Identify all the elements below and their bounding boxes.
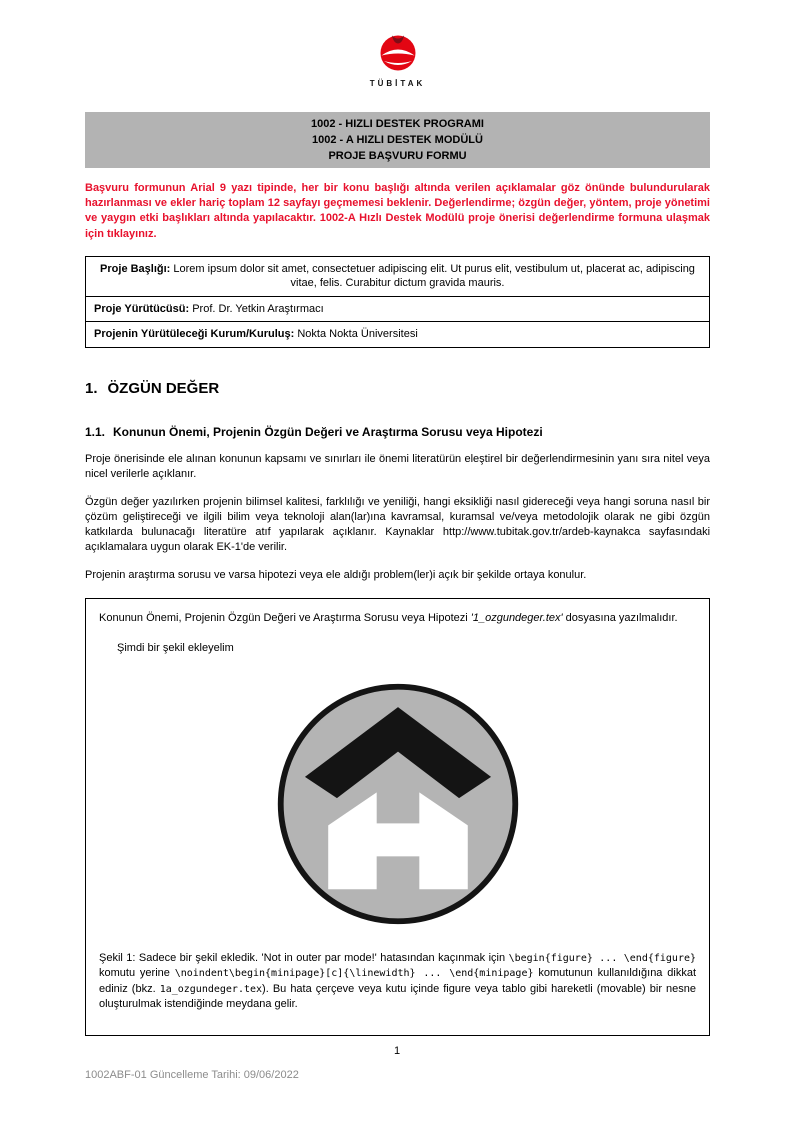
- tubitak-wordmark: TÜBİTAK: [369, 79, 426, 88]
- project-info-table: [85, 256, 710, 348]
- table-row: [86, 256, 710, 296]
- footer-version-note: 1002ABF-01 Güncelleme Tarihi: 09/06/2022: [85, 1069, 299, 1081]
- house-h-logo-icon: [272, 921, 524, 933]
- project-title-value: Lorem ipsum dolor sit amet, consectetuer adipiscing elit. Ut purus elit, vestibulum ut, placerat ac, adipiscing vitae, felis. Curabitur dictum gravida mauris.: [173, 262, 695, 290]
- figure-intro-line: Şimdi bir şekil ekleyelim: [117, 641, 234, 654]
- paragraph-scope: Proje önerisinde ele alınan konunun kapsamı ve sınırları ile önemi literatürün eleştirel bir değerlendirmesinin yanı sıra nitel veya nicel verilerle açıklanır.: [85, 452, 710, 480]
- caption-seg2: komutu yerine: [99, 967, 175, 980]
- ozgundeger-answer-box: [85, 598, 710, 1036]
- caption-filename: 1a_ozgundeger.tex: [159, 983, 263, 995]
- table-row: [86, 296, 710, 322]
- box-instruction-pre: Konunun Önemi, Projenin Özgün Değeri ve Araştırma Sorusu veya Hipotezi: [99, 611, 471, 624]
- project-leader-label: Proje Yürütücüsü:: [94, 302, 190, 315]
- section-number: 1.: [85, 379, 98, 397]
- kaynakca-url-link[interactable]: http://www.tubitak.gov.tr/ardeb-kaynakca: [442, 525, 641, 538]
- paragraph-originality-pre: Özgün değer yazılırken projenin bilimsel kalitesi, farklılığı ve yeniliği, hangi eksikliği nasıl gidereceği veya hangi soruna nasıl bir çözüm geliştireceği ve ilgili bilim veya teknoloji alan(lar)ına kavramsal, kuramsal ve/veya metodolojik olarak ne gibi özgün katkılarda bulunacağı literatüre atıf yapılarak açıklanır. Kaynaklar: [85, 495, 710, 538]
- institution-label: Projenin Yürütüleceği Kurum/Kuruluş:: [94, 328, 295, 341]
- form-header-line2: 1002 - A HIZLI DESTEK MODÜLÜ: [312, 134, 483, 146]
- caption-seg3: komutunun kullanıldığına dikkat ediniz (bkz.: [99, 967, 696, 995]
- section-title-ozgun-deger: [85, 380, 710, 397]
- subsection-number: 1.1.: [85, 424, 106, 439]
- subsection-title-text: Konunun Önemi, Projenin Özgün Değeri ve Araştırma Sorusu veya Hipotezi: [113, 424, 543, 439]
- caption-seg1: Şekil 1: Sadece bir şekil ekledik. 'Not in outer par mode!' hatasından kaçınmak için: [99, 951, 509, 964]
- tubitak-emblem-icon: [376, 59, 420, 76]
- box-instruction-filename: '1_ozgundeger.tex': [470, 611, 563, 624]
- paragraph-originality: [85, 495, 710, 555]
- box-instruction-post: dosyasına yazılmalıdır.: [562, 611, 678, 624]
- paragraph-research-question: Projenin araştırma sorusu ve varsa hipotezi veya ele aldığı problem(ler)i açık bir şekilde ortaya konulur.: [85, 568, 587, 581]
- section-title-text: ÖZGÜN DEĞER: [107, 379, 220, 397]
- evaluation-form-link[interactable]: tıklayınız.: [107, 227, 157, 240]
- box-instruction: [99, 611, 696, 626]
- caption-code1: \begin{figure} ... \end{figure}: [508, 952, 696, 964]
- page-number: 1: [393, 1045, 401, 1057]
- figure-1: [99, 678, 696, 935]
- subsection-title-1-1: [85, 425, 710, 439]
- form-header-line3: PROJE BAŞVURU FORMU: [328, 150, 467, 162]
- institution-value: Nokta Nokta Üniversitesi: [297, 328, 418, 341]
- caption-seg4: ). Bu hata çerçeve veya kutu içinde figure veya tablo gibi hareketli (movable) bir nesne oluşturulmak istendiğinde meydana gelir.: [99, 982, 696, 1011]
- notice-text: Başvuru formunun Arial 9 yazı tipinde, her bir konu başlığı altında verilen açıklamalar göz önünde bulundurularak hazırlanması ve ekler hariç toplam 12 sayfayı geçmemesi beklenir. Değerlendirme; özgün değer, yöntem, proje yönetimi ve yaygın etki başlıkları altında yapılacaktır. 1002-A Hızlı Destek Modülü proje önerisi değerlendirme formuna ulaşmak için: [85, 182, 710, 240]
- tubitak-logo: [85, 34, 710, 88]
- project-title-label: Proje Başlığı:: [100, 262, 171, 275]
- form-header-line1: 1002 - HIZLI DESTEK PROGRAMI: [311, 118, 484, 130]
- figure-caption: [99, 951, 696, 1013]
- form-header: [85, 112, 710, 168]
- table-row: [86, 322, 710, 348]
- instructions-notice: [85, 181, 710, 242]
- caption-code2: \noindent\begin{minipage}[c]{\linewidth} ... \end{minipage}: [174, 968, 534, 980]
- project-leader-value: Prof. Dr. Yetkin Araştırmacı: [192, 302, 324, 315]
- paragraph-originality-post: sayfasındaki açıklamalara uygun olarak EK-1'de verilir.: [85, 525, 711, 553]
